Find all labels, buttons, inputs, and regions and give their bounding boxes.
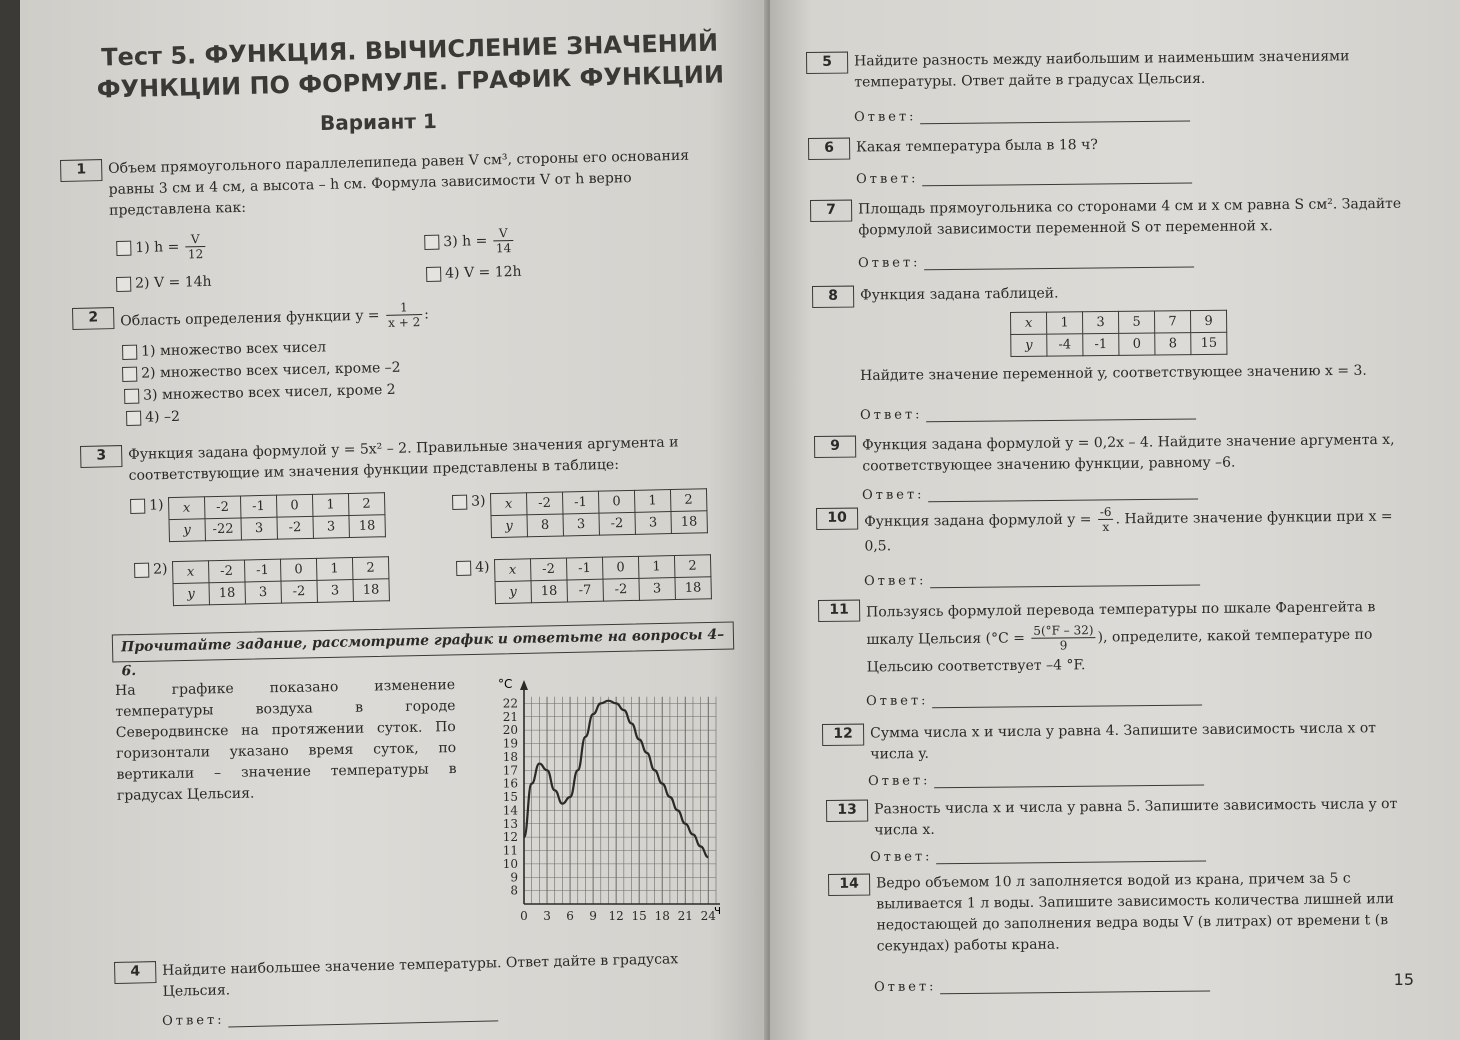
y-tick-label: 22 <box>502 696 518 711</box>
y-axis-label: °C <box>498 677 513 691</box>
answer-line[interactable] <box>228 1007 498 1027</box>
q3-option-1[interactable]: 1) x -2 -1 0 1 2 y -22 3 -2 3 18 <box>130 492 386 543</box>
fraction: $\frac{-6}{x}$ <box>1098 505 1114 534</box>
checkbox[interactable] <box>116 241 131 256</box>
y-tick-label: 17 <box>502 763 518 778</box>
x-tick-label: 24 <box>700 909 716 923</box>
y-tick-label: 20 <box>502 723 518 738</box>
y-tick-label: 9 <box>510 870 518 885</box>
task-9: 9 Функция задана формулой y = 0,2x – 4. Найдите значение аргумента x, соответствующее значению функции, равному –6. <box>814 430 1424 478</box>
checkbox[interactable] <box>116 276 131 291</box>
task-text: Найдите наибольшее значение температуры. Ответ дайте в градусах Цельсия. <box>162 951 679 1000</box>
y-tick-label: 8 <box>510 883 518 898</box>
y-tick-label: 19 <box>502 736 518 751</box>
q8-question: Найдите значение переменной y, соответствующее значению x = 3. <box>860 362 1367 384</box>
task-number: 14 <box>828 874 870 896</box>
task-number: 1 <box>60 159 102 182</box>
q1-option-4[interactable]: 4) V = 12h <box>426 264 522 282</box>
answer-line[interactable] <box>924 253 1194 270</box>
y-tick-label: 14 <box>502 803 518 818</box>
q3-option-4[interactable]: 4) x -2 -1 0 1 2 y 18 -7 -2 3 18 <box>456 554 712 605</box>
y-tick-label: 18 <box>502 749 518 764</box>
checkbox[interactable] <box>426 266 441 281</box>
x-tick-label: 3 <box>543 909 551 923</box>
task-1 <box>60 145 721 223</box>
instruction-box: Прочитайте задание, рассмотрите график и ответьте на вопросы 4–6. <box>112 621 734 662</box>
task-number: 9 <box>814 436 856 458</box>
task-number: 3 <box>80 445 122 468</box>
answer-row-9: Ответ: <box>862 484 1199 503</box>
task-8: 8 Функция задана таблицей. <box>812 280 1422 308</box>
task-10: 10 Функция задана формулой y = $\frac{-6}{x}$ . Найдите значение функции при x = 0,5. <box>816 502 1426 558</box>
task-4 <box>114 947 755 1004</box>
task-number: 11 <box>818 600 860 622</box>
value-table: x -2 -1 0 1 2 y 8 3 -2 3 18 <box>490 488 708 538</box>
checkbox[interactable] <box>456 560 471 575</box>
checkbox[interactable] <box>124 388 139 403</box>
checkbox[interactable] <box>122 366 137 381</box>
checkbox[interactable] <box>452 494 467 509</box>
left-page <box>20 0 768 1040</box>
y-tick-label: 10 <box>502 856 518 871</box>
task-number: 2 <box>72 307 114 330</box>
y-tick-label: 11 <box>502 843 518 858</box>
y-axis-arrow <box>520 680 528 690</box>
answer-line[interactable] <box>940 977 1210 994</box>
q2-option-1[interactable]: 1) множество всех чисел <box>122 339 326 360</box>
answer-row-7: Ответ: <box>858 252 1195 271</box>
test-title: Тест 5. ФУНКЦИЯ. ВЫЧИСЛЕНИЕ ЗНАЧЕНИЙ ФУНКЦИИ ПО ФОРМУЛЕ. ГРАФИК ФУНКЦИИ <box>96 28 725 104</box>
q8-value-table: x 1 3 5 7 9 y -4 -1 0 8 15 <box>1010 310 1227 357</box>
answer-line[interactable] <box>928 485 1198 502</box>
y-tick-label: 15 <box>502 790 518 804</box>
task-number: 10 <box>816 508 858 530</box>
value-table: x -2 -1 0 1 2 y 18 -7 -2 3 18 <box>494 554 712 604</box>
page-number: 15 <box>1393 970 1414 989</box>
q1-option-2[interactable]: 2) V = 14h <box>116 274 212 292</box>
variant-heading: Вариант 1 <box>319 108 438 136</box>
x-axis-label: ч <box>714 903 722 917</box>
answer-line[interactable] <box>932 691 1202 708</box>
task-5: 5 Найдите разность между наибольшим и наименьшим значениями температуры. Ответ дайте в градусах Цельсия. <box>806 46 1416 94</box>
fraction: $\frac{V}{14}$ <box>493 226 513 255</box>
task-number: 7 <box>810 200 852 222</box>
q2-option-4[interactable]: 4) –2 <box>126 409 180 426</box>
answer-row-14: Ответ: <box>874 976 1211 995</box>
task-7: 7 Площадь прямоугольника со сторонами 4 см и x см равна S см². Задайте формулой зависимости переменной S от переменной x. <box>810 194 1420 242</box>
answer-row-12: Ответ: <box>868 770 1205 789</box>
task-number: 4 <box>114 961 156 984</box>
answer-row-11: Ответ: <box>866 690 1203 709</box>
answer-row-4: Ответ: <box>162 1006 499 1029</box>
x-tick-label: 15 <box>631 909 647 923</box>
task-3 <box>80 431 721 488</box>
answer-line[interactable] <box>922 169 1192 186</box>
q1-option-1[interactable]: 1) h = $\frac{V}{12}$ <box>116 232 207 263</box>
answer-line[interactable] <box>920 107 1190 124</box>
answer-line[interactable] <box>930 571 1200 588</box>
q2-option-3[interactable]: 3) множество всех чисел, кроме 2 <box>124 382 396 404</box>
task-number: 6 <box>808 138 850 160</box>
checkbox[interactable] <box>424 235 439 250</box>
y-tick-label: 13 <box>502 816 518 831</box>
answer-line[interactable] <box>934 771 1204 788</box>
x-tick-label: 18 <box>654 909 670 923</box>
task-12: 12 Сумма числа x и числа y равна 4. Запишите зависимость числа x от числа y. <box>822 718 1432 766</box>
q3-option-3[interactable]: 3) x -2 -1 0 1 2 y 8 3 -2 3 18 <box>452 488 708 539</box>
answer-row-8: Ответ: <box>860 404 1197 423</box>
fraction: $\frac{V}{12}$ <box>185 232 205 261</box>
task-2: 2 Область определения функции y = $\frac{1}{x + 2}$ : <box>72 294 673 337</box>
y-tick-label: 12 <box>502 830 518 845</box>
x-tick-label: 0 <box>520 909 528 923</box>
y-tick-label: 21 <box>502 709 518 724</box>
q3-option-2[interactable]: 2) x -2 -1 0 1 2 y 18 3 -2 3 18 <box>134 556 390 607</box>
temperature-chart <box>456 672 726 942</box>
task-number: 12 <box>822 724 864 746</box>
checkbox[interactable] <box>130 498 145 513</box>
y-tick-label: 16 <box>502 776 518 791</box>
answer-row-13: Ответ: <box>870 846 1207 865</box>
value-table: x -2 -1 0 1 2 y 18 3 -2 3 18 <box>172 556 390 606</box>
q1-option-3[interactable]: 3) h = $\frac{V}{14}$ <box>424 226 515 257</box>
answer-line[interactable] <box>926 405 1196 422</box>
fraction: $\frac{1}{x + 2}$ <box>386 300 423 330</box>
right-page <box>770 0 1460 1040</box>
checkbox[interactable] <box>126 410 141 425</box>
task-number: 8 <box>812 286 854 308</box>
answer-line[interactable] <box>936 847 1206 864</box>
task-13: 13 Разность числа x и числа y равна 5. Запишите зависимость числа y от числа x. <box>826 794 1436 842</box>
task-14: 14 Ведро объемом 10 л заполняется водой из крана, причем за 5 с выливается 1 л воды. Запишите зависимость количества лишней или недостающей до заполнения ведра воды V (в литрах) от времени t (в секундах) работы крана. <box>828 868 1439 958</box>
checkbox[interactable] <box>134 562 149 577</box>
answer-row-6: Ответ: <box>856 168 1193 187</box>
x-tick-label: 12 <box>608 909 624 923</box>
answer-row-10: Ответ: <box>864 570 1201 589</box>
checkbox[interactable] <box>122 344 137 359</box>
value-table: x -2 -1 0 1 2 y -22 3 -2 3 18 <box>168 492 386 542</box>
task-number: 13 <box>826 800 868 822</box>
task-number: 5 <box>806 52 848 74</box>
answer-row-5: Ответ: <box>854 106 1191 125</box>
task-text: Функция задана формулой y = 5x² – 2. Правильные значения аргумента и соответствующие им значения функции представлены в таблице: <box>128 434 679 484</box>
x-tick-label: 6 <box>566 909 574 923</box>
task-11: 11 Пользуясь формулой перевода температуры по шкале Фаренгейта в шкалу Цельсия (°C = $\frac{5(^\circ F - 32)}{9}$ ), определите, какой температуре по Цельсию соответствует –4 °F. <box>818 594 1429 681</box>
x-tick-label: 21 <box>677 909 693 923</box>
task-6: 6 Какая температура была в 18 ч? <box>808 132 1418 160</box>
graph-description: На графике показано изменение температуры воздуха в городе Северодвинске на протяжении суток. По горизонтали указано время суток, по вертикали – значение температуры в градусах Цельсия. <box>114 677 457 804</box>
fraction: $\frac{5(^\circ F - 32)}{9}$ <box>1031 623 1096 653</box>
x-tick-label: 9 <box>589 909 597 923</box>
task-text: Объем прямоугольного параллелепипеда равен V см³, стороны его основания равны 3 см и 4 см, а высота – h см. Формула зависимости V от h верно представлена как: <box>108 147 690 219</box>
q2-option-2[interactable]: 2) множество всех чисел, кроме –2 <box>122 360 401 382</box>
